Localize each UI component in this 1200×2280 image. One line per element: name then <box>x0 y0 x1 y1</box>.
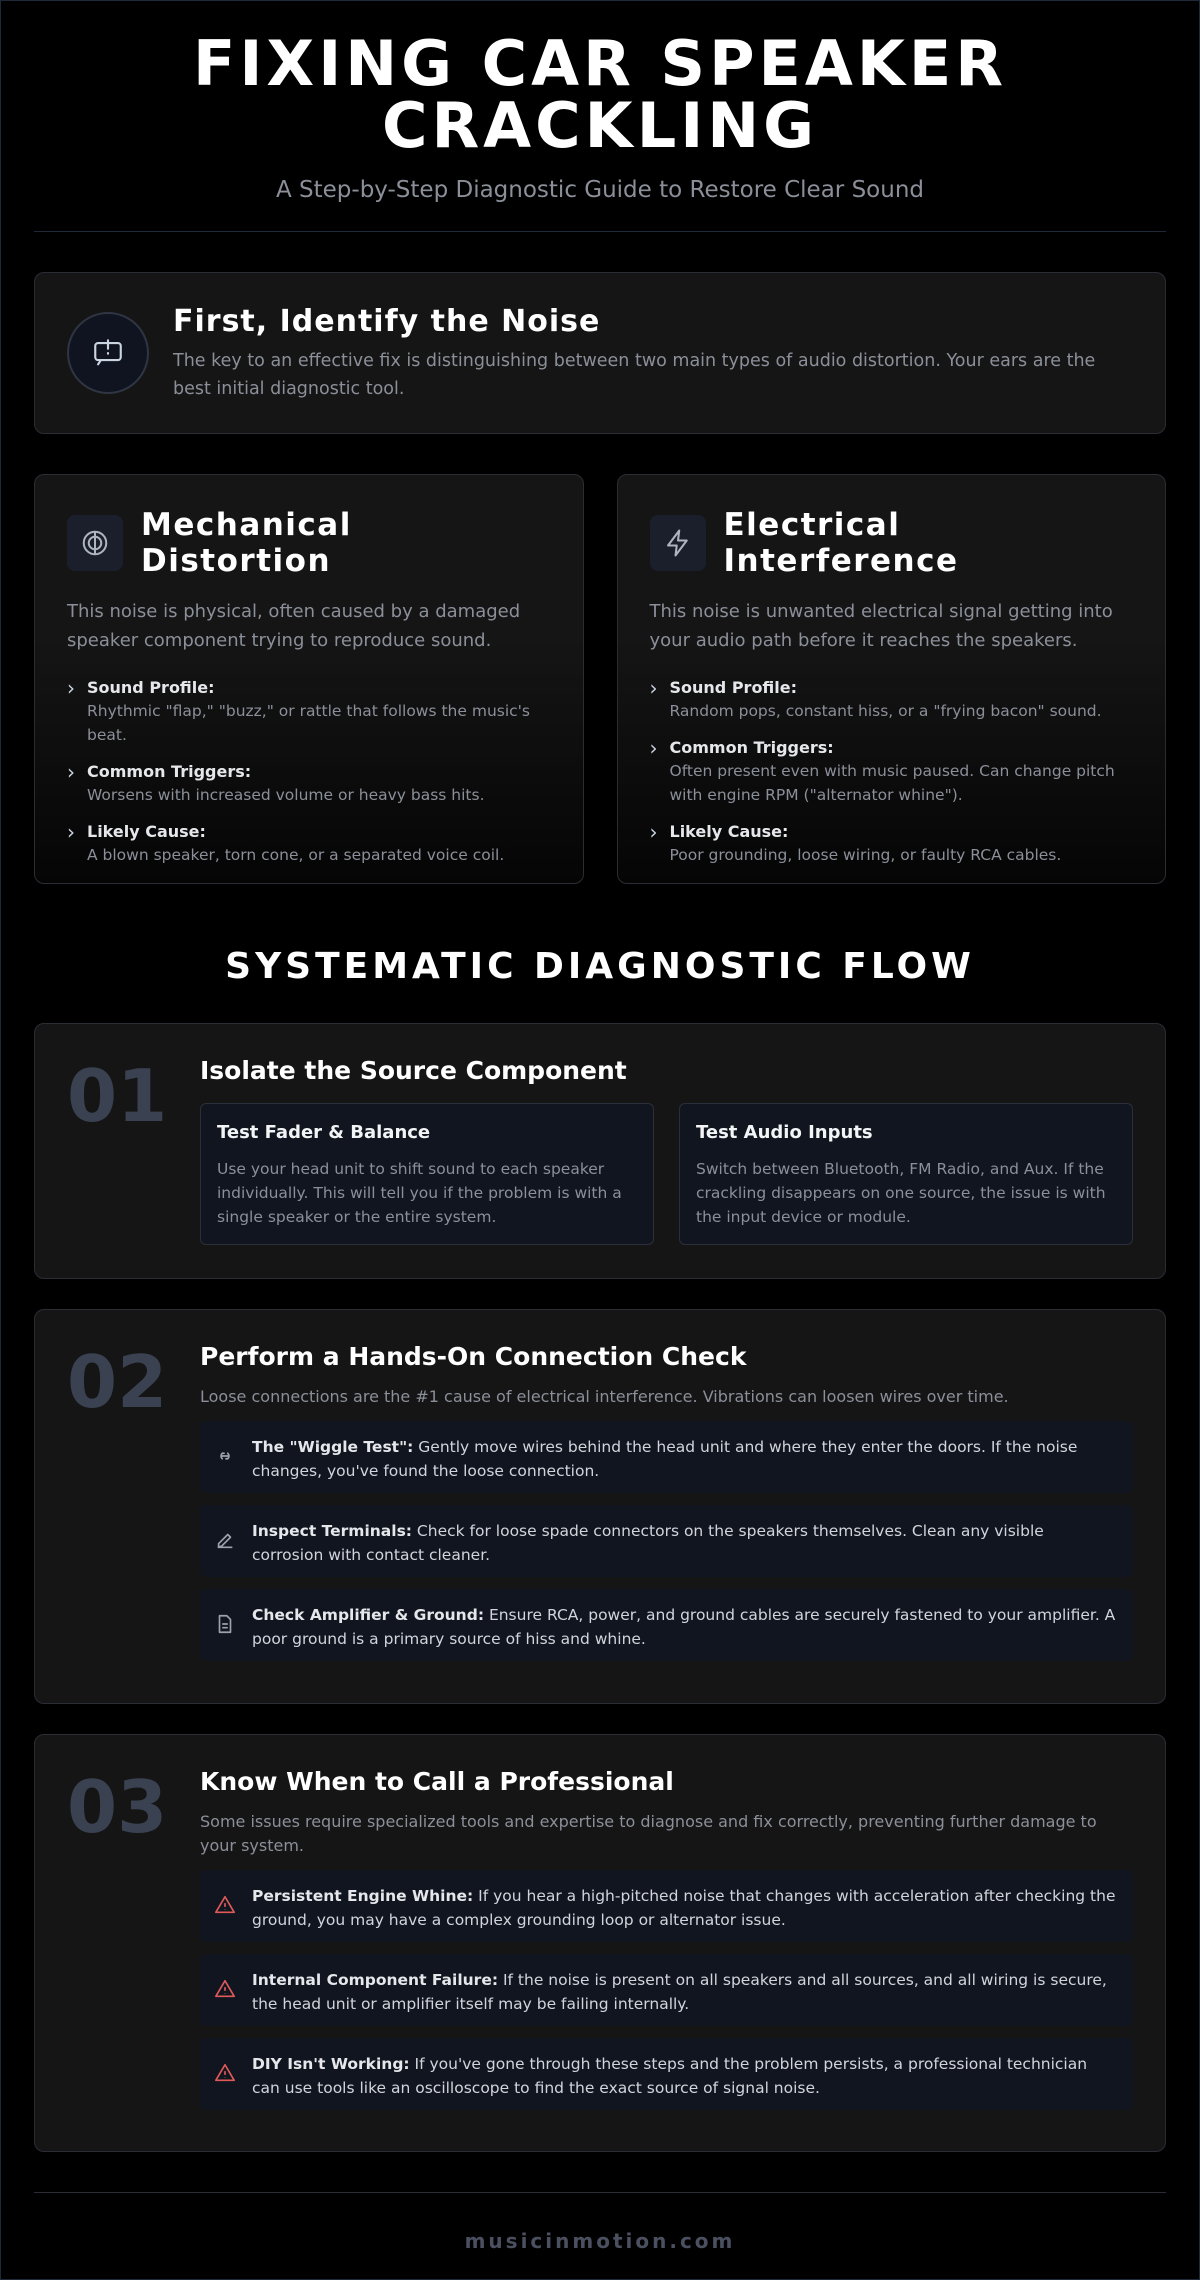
subcard-text: Use your head unit to shift sound to each speaker individually. This will tell you if the problem is with a single speaker or the entire system. <box>217 1160 622 1226</box>
electrical-title: Electrical Interference <box>723 507 959 579</box>
row-label: Check Amplifier & Ground: <box>252 1606 485 1624</box>
list-item <box>650 677 1134 723</box>
header-divider <box>34 231 1166 232</box>
row-text: Check for loose spade connectors on the speakers themselves. Clean any visible corrosion with contact cleaner. <box>252 1522 1044 1564</box>
step-2-card <box>34 1309 1166 1704</box>
item-label: Common Triggers: <box>87 762 252 781</box>
row-text: If the noise is present on all speakers and all sources, and all wiring is secure, the head unit or amplifier itself may be failing internally. <box>252 1971 1107 2013</box>
row-text: If you've gone through these steps and the problem persists, a professional technician can use tools like an oscilloscope to find the exact source of signal noise. <box>252 2055 1088 2097</box>
list-item <box>67 761 551 807</box>
document-icon <box>214 1603 252 1647</box>
warning-icon <box>214 2052 252 2096</box>
title-line-1: FIXING CAR SPEAKER <box>192 27 1008 100</box>
list-item <box>650 821 1134 867</box>
item-text: A blown speaker, torn cone, or a separated voice coil. <box>87 846 505 864</box>
item-label: Sound Profile: <box>87 678 215 697</box>
item-text: Rhythmic "flap," "buzz," or rattle that follows the music's beat. <box>87 702 531 744</box>
step-3-card <box>34 1734 1166 2152</box>
title-line-2: CRACKLING <box>381 89 819 162</box>
step-desc: Some issues require specialized tools and expertise to diagnose and fix correctly, preventing further damage to your system. <box>200 1812 1097 1855</box>
subcard-title: Test Audio Inputs <box>696 1122 873 1143</box>
row-text: Gently move wires behind the head unit and where they enter the doors. If the noise changes, you've found the loose connection. <box>252 1438 1078 1480</box>
step-desc: Loose connections are the #1 cause of electrical interference. Vibrations can loosen wires over time. <box>200 1387 1009 1406</box>
row-label: The "Wiggle Test": <box>252 1438 414 1456</box>
step-title: Isolate the Source Component <box>200 1056 627 1085</box>
mechanical-distortion-card <box>34 474 584 884</box>
item-label: Common Triggers: <box>669 738 834 757</box>
footer-site: musicinmotion.com <box>464 2229 736 2253</box>
identify-title: First, Identify the Noise <box>173 303 601 339</box>
audio-inputs-card <box>679 1103 1133 1245</box>
row-text: Ensure RCA, power, and ground cables are securely fastened to your amplifier. A poor ground is a primary source of hiss and whine. <box>252 1606 1116 1648</box>
item-text: Poor grounding, loose wiring, or faulty RCA cables. <box>669 846 1062 864</box>
checklist-row <box>200 1421 1133 1493</box>
item-label: Likely Cause: <box>669 822 789 841</box>
footer-divider <box>34 2192 1166 2193</box>
step-number: 03 <box>67 1765 168 1849</box>
item-label: Sound Profile: <box>669 678 798 697</box>
mechanical-title: Mechanical Distortion <box>141 507 352 579</box>
identify-text: The key to an effective fix is distinguishing between two main types of audio distortion. Your ears are the best initial diagnostic tool. <box>173 350 1096 399</box>
list-item <box>650 737 1134 807</box>
item-label: Likely Cause: <box>87 822 206 841</box>
checklist-row <box>200 1589 1133 1661</box>
step-title: Know When to Call a Professional <box>200 1767 674 1796</box>
subcard-text: Switch between Bluetooth, FM Radio, and Aux. If the crackling disappears on one source, the issue is with the input device or module. <box>696 1160 1106 1226</box>
mechanical-desc: This noise is physical, often caused by a damaged speaker component trying to reproduce sound. <box>67 601 521 651</box>
chevron-right-icon: › <box>649 820 658 844</box>
row-text: If you hear a high-pitched noise that changes with acceleration after checking the ground, you may have a complex grounding loop or alternator issue. <box>252 1887 1116 1929</box>
subcard-title: Test Fader & Balance <box>217 1122 431 1143</box>
warning-row <box>200 1870 1133 1942</box>
row-label: DIY Isn't Working: <box>252 2055 410 2073</box>
row-label: Inspect Terminals: <box>252 1522 412 1540</box>
row-label: Persistent Engine Whine: <box>252 1887 474 1905</box>
identify-card <box>34 272 1166 434</box>
chevron-right-icon: › <box>67 820 75 844</box>
row-label: Internal Component Failure: <box>252 1971 499 1989</box>
warning-icon <box>214 1968 252 2012</box>
step-number: 02 <box>67 1340 168 1424</box>
speech-bubble-alert-icon <box>67 312 149 394</box>
flow-title: SYSTEMATIC DIAGNOSTIC FLOW <box>225 946 975 987</box>
page-subtitle: A Step-by-Step Diagnostic Guide to Restore Clear Sound <box>275 177 924 203</box>
list-item <box>67 677 551 747</box>
item-text: Often present even with music paused. Can change pitch with engine RPM ("alternator whine"). <box>669 762 1115 804</box>
checklist-row <box>200 1505 1133 1577</box>
step-1-card <box>34 1023 1166 1279</box>
electrical-interference-card <box>617 474 1167 884</box>
speaker-icon <box>67 515 123 571</box>
item-text: Random pops, constant hiss, or a "frying bacon" sound. <box>669 702 1102 720</box>
page-title <box>34 27 1166 162</box>
warning-icon <box>214 1884 252 1928</box>
warning-row <box>200 1954 1133 2026</box>
list-item <box>67 821 551 867</box>
warning-row <box>200 2038 1133 2110</box>
link-icon <box>214 1435 252 1479</box>
chevron-right-icon: › <box>67 676 75 700</box>
chevron-right-icon: › <box>67 760 75 784</box>
fader-balance-card <box>200 1103 654 1245</box>
chevron-right-icon: › <box>649 676 658 700</box>
item-text: Worsens with increased volume or heavy bass hits. <box>87 786 485 804</box>
step-number: 01 <box>67 1054 168 1138</box>
electrical-desc: This noise is unwanted electrical signal getting into your audio path before it reaches the speakers. <box>649 601 1113 651</box>
lightning-icon <box>650 515 706 571</box>
pencil-icon <box>214 1519 252 1563</box>
chevron-right-icon: › <box>649 736 658 760</box>
step-title: Perform a Hands-On Connection Check <box>200 1342 747 1371</box>
